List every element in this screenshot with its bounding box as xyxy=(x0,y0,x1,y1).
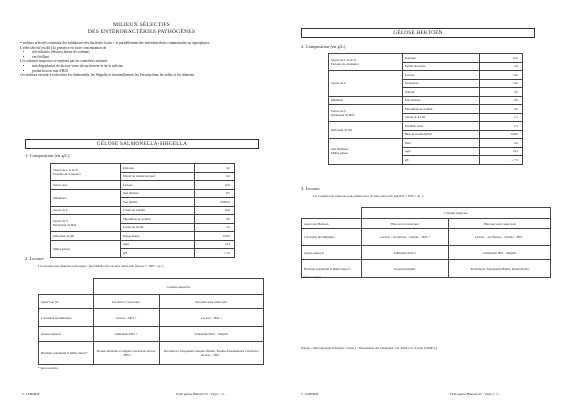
item-cell: Peptones xyxy=(402,54,480,63)
group-cell: Source de C xyxy=(51,181,121,190)
item-cell: Lactose xyxy=(402,71,480,80)
table-cell: Proteus mirabilis xyxy=(361,260,449,278)
value-cell: 3,0 xyxy=(480,62,523,71)
value-cell: 8,5 xyxy=(194,189,234,198)
value-cell: = 7,5 xyxy=(480,156,523,165)
item-cell: Thiosulfate de sodium xyxy=(402,105,480,114)
table-header: Aspect sur Hektoen xyxy=(302,219,362,229)
table-header: Incolores sans centre noir xyxy=(159,295,263,309)
table-row xyxy=(329,96,523,105)
item-cell: Agar xyxy=(402,147,480,156)
table-cell: Caractères biochimiques xyxy=(39,309,94,327)
composition-table xyxy=(328,53,523,165)
table-header: Colonies suspectes xyxy=(361,208,551,219)
lecture-heading: 2. Lecture xyxy=(25,256,44,261)
group-cell: Indicateur de pH xyxy=(51,232,121,241)
table-cell: Providencia, Morganella Hafnia, Pseudomonas xyxy=(449,260,551,278)
page1-intro xyxy=(20,41,270,78)
list-item: • sels biliaires (désoxycholate de sodium) xyxy=(32,50,270,55)
table-row xyxy=(51,232,235,241)
table-cell: Salmonella H2S – Shigella xyxy=(449,246,551,260)
table-row xyxy=(329,139,523,148)
table-row xyxy=(329,105,523,114)
table-cell: Lactose – saccharose – salicine – H2S – xyxy=(449,229,551,246)
footer-author: C. LABORIE xyxy=(22,392,40,396)
lecture-table xyxy=(301,207,551,278)
table-row xyxy=(329,54,523,63)
item-cell: pH xyxy=(120,249,194,258)
value-cell: 2,0 xyxy=(480,88,523,97)
table-cell: Salmonella H2S + xyxy=(93,327,159,342)
item-cell: Sels biliaires xyxy=(120,189,194,198)
item-cell: Lactose xyxy=(120,181,194,190)
lecture-text: Les colonies non suspectes sont saumon avec ou sans centre noir (glucide +, H2S + ou -). xyxy=(313,194,424,198)
intro-line: Les colonies suspectes se repèrent par les caractères suivants xyxy=(20,59,108,64)
footer-page: Fiche gélose Hektoen SS – Page 2 / 2 – xyxy=(450,392,501,396)
group-cell: Source de S Révélateur de H2S xyxy=(329,105,403,122)
value-cell: = 7,0 xyxy=(194,249,234,258)
group-cell: Source de C xyxy=(51,206,121,215)
table-row xyxy=(51,189,235,198)
value-cell: 9,0 xyxy=(480,96,523,105)
group-cell: Source de C xyxy=(329,71,403,97)
table-cell: Lactose – H2S + xyxy=(93,309,159,327)
value-cell: 1,0 xyxy=(194,223,234,232)
table-cell: Caractères biochimiques xyxy=(302,229,362,246)
item-cell: Vert brillant xyxy=(120,198,194,207)
footnote: * Selon souches xyxy=(301,275,321,279)
table-header: Incolores à centre noir xyxy=(93,295,159,309)
table-cell: Lactose – saccharose – salicine – H2S + xyxy=(361,229,449,246)
item-cell: Extrait de viande de bœuf xyxy=(120,172,194,181)
item-cell: Sels biliaires xyxy=(402,96,480,105)
composition-heading: 2. Composition (en g/L) xyxy=(301,44,346,49)
intro-line: = milieux sélectifs contenant des inhibiteurs des bactéries Gram + et partiellement des entérobactéries commensales ou saprophytes. xyxy=(20,41,211,45)
table-row xyxy=(329,122,523,131)
composition-heading: 1. Composition (en g/L) xyxy=(25,153,70,158)
table-header: Colonies suspectes xyxy=(93,279,264,295)
item-cell: Bleu de bromothymol xyxy=(402,130,480,139)
lecture-text: Les colonies non suspectes sont rouges ; mes flanche avec ou sans centre noir (lactose +, H2S + ou -). xyxy=(38,264,165,268)
table-header: Aspect sur SS xyxy=(39,295,94,309)
value-cell: 10,0 xyxy=(194,206,234,215)
group-cell: Indicateur de pH xyxy=(329,122,403,139)
table-cell: Salmonella H2S + xyxy=(361,246,449,260)
lecture-table xyxy=(38,278,264,365)
table-row xyxy=(51,206,235,215)
value-cell: 10,0 xyxy=(194,181,234,190)
value-cell: 1,5 xyxy=(480,113,523,122)
table-cell: Proteus mirabilis et vulgaris Citrobacter lactose –, H2S + xyxy=(93,342,159,365)
composition-table xyxy=(50,163,235,258)
page-2 xyxy=(283,0,566,400)
page1-title-line1: MILIEUX SÉLECTIFS xyxy=(112,22,170,28)
group-cell: Milieu gélosé xyxy=(51,240,121,257)
group-cell: Source de C et de N Facteurs de croissance xyxy=(51,164,121,181)
list-item: • vert brillant xyxy=(32,55,270,60)
item-cell: Rouge neutre xyxy=(120,232,194,241)
value-cell: 5,0 xyxy=(194,164,234,173)
value-cell: 12,0 xyxy=(480,79,523,88)
list-item: • production ou non d'H2S xyxy=(32,69,270,74)
table-header: Bleu-vert à centre noir xyxy=(361,219,449,229)
table-row xyxy=(51,215,235,224)
table-cell: Salmonella H2S – Shigella xyxy=(159,327,263,342)
value-cell: 5,0 xyxy=(194,172,234,181)
value-cell: 13,5 xyxy=(194,240,234,249)
item-cell: Agar xyxy=(120,240,194,249)
value-cell: 5,0 xyxy=(480,139,523,148)
item-cell: Salicine xyxy=(402,88,480,97)
group-cell: Inhibiteurs xyxy=(51,189,121,206)
value-cell: 12,0 xyxy=(480,54,523,63)
item-cell: Thiosulfate de sodium xyxy=(120,215,194,224)
item-cell: Citrate de fer III xyxy=(120,223,194,232)
page1-title-line2: DES ENTÉROBACTÉRIES PATHOGÈNES xyxy=(87,29,196,35)
value-cell: 0,065 xyxy=(480,130,523,139)
value-cell: 5,0 xyxy=(480,105,523,114)
item-cell: Fuschine acide xyxy=(402,122,480,131)
table-cell: Lactose – H2S – xyxy=(159,309,263,327)
item-cell: Citrate de fer III xyxy=(402,113,480,122)
table-cell: Bactéries présentant le même aspect* xyxy=(302,260,362,278)
footer-author: C. LABORIE xyxy=(301,392,319,396)
item-cell: NaCl xyxy=(402,139,480,148)
table-cell: Genres suspects xyxy=(302,246,362,260)
table-row xyxy=(51,164,235,173)
table-cell: Providencia, Morganella Serratia, Hafnia, Yersinia Pseudomonas Citrobacter lactose –, H2S – xyxy=(159,342,263,365)
value-cell: 0,025 xyxy=(194,232,234,241)
table-header: Bleu-vert sans centre noir xyxy=(449,219,551,229)
item-cell: Extrait de levure xyxy=(402,62,480,71)
table-row xyxy=(51,240,235,249)
table-row xyxy=(329,71,523,80)
value-cell: 12,0 xyxy=(480,71,523,80)
value-cell: 0,00033 xyxy=(194,198,234,207)
value-cell: 13,5 xyxy=(480,147,523,156)
list-item: • non dégradation du lactose voire du saccharose et de la salicine xyxy=(32,64,270,69)
item-cell: Peptones xyxy=(120,164,194,173)
item-cell: Citrate de sodium xyxy=(120,206,194,215)
reference: D'après « Microbiologie technique » Tome 1 : Dictionnaire des techniques, J.N. Joffin et G. Leyral (CRDP A) xyxy=(301,346,437,350)
group-cell: Source de S Révélateur de H2S xyxy=(51,215,121,232)
footnote: * Selon souches xyxy=(38,366,58,370)
intro-line: Ces milieux servent à rechercher les Salmonella, les Shigella et éventuellement les Yersinia dans les selles et les aliments. xyxy=(20,73,195,78)
group-cell: Sels minéraux Milieu gélosé xyxy=(329,139,403,165)
section-title-ss: GÉLOSE SALMONELLA-SHIGELLA xyxy=(25,139,259,149)
intro-line: L'effet sélectif est dû à la présence en forte concentration de xyxy=(20,45,107,50)
lecture-heading: 3. Lecture xyxy=(301,186,320,191)
footer-page: Fiche gélose Hektoen SS – Page 1 / 2 – xyxy=(176,392,227,396)
item-cell: pH xyxy=(402,156,480,165)
value-cell: 8,5 xyxy=(194,215,234,224)
section-title-hektoen: GÉLOSE HEKTOEN xyxy=(301,28,535,38)
table-cell: Bactéries présentant le même aspect* xyxy=(39,342,94,365)
group-cell: Source de C et de N Facteurs de croissance xyxy=(329,54,403,71)
table-cell: Genres suspects xyxy=(39,327,94,342)
group-cell: Inhibiteur xyxy=(329,96,403,105)
value-cell: 0,1 xyxy=(480,122,523,131)
item-cell: Saccharose xyxy=(402,79,480,88)
table-row xyxy=(51,181,235,190)
